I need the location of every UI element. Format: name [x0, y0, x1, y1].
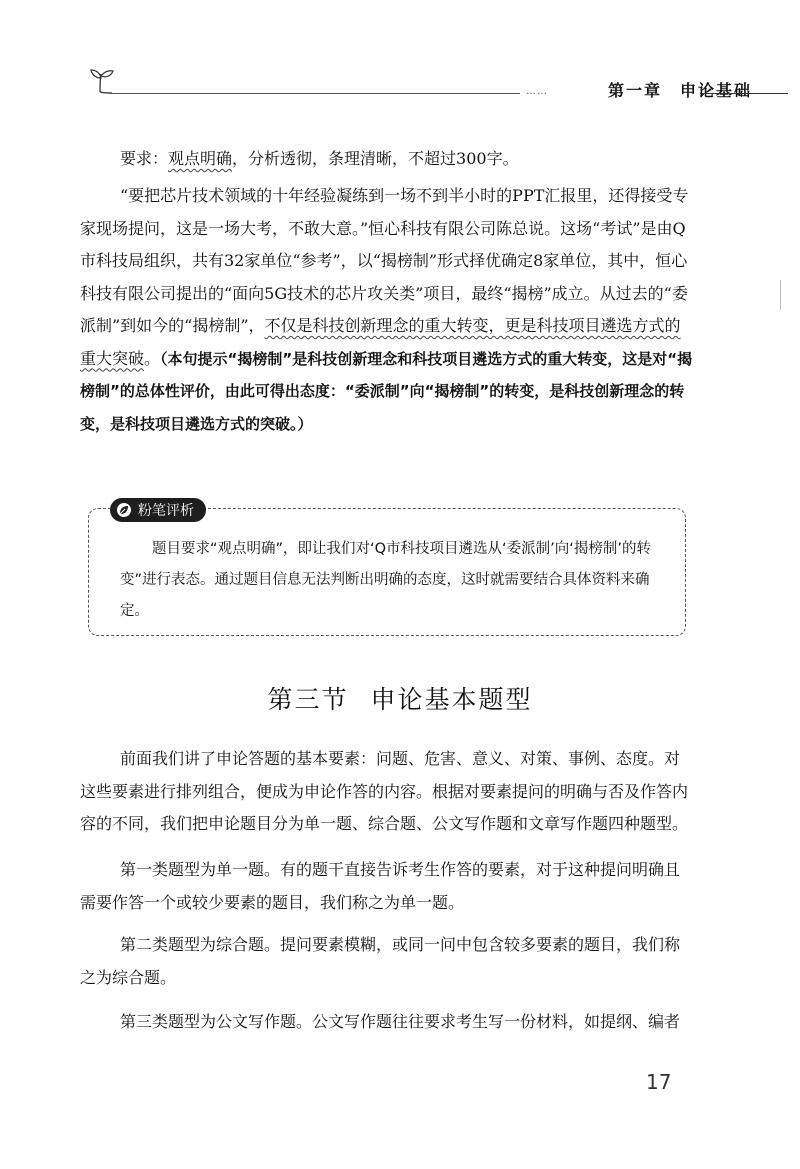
body-paragraph: 前面我们讲了申论答题的基本要素：问题、危害、意义、对策、事例、态度。对这些要素进行排列组合，便成为申论作答的内容。根据对要素提问的明确与否及作答内容的不同，我们把申论题目分为单一题、综合题、公文写作题和文章写作题四种题型。	[80, 749, 689, 833]
chapter-label	[608, 78, 752, 101]
body-paragraph: 第三类题型为公文写作题。公文写作题往往要求考生写一份材料，如提纲、编者	[120, 1012, 681, 1031]
material-paragraph	[80, 180, 694, 440]
page-number: 17	[646, 1070, 672, 1094]
commentary-body: 题目要求“观点明确”，即让我们对‘Q市科技项目遴选从‘委派制’向‘揭榜制’的转变”进行表态。通过题目信息无法判断出明确的态度，这时就需要结合具体资料来确定。	[120, 541, 651, 619]
section-name: 申论基本题型	[370, 685, 533, 714]
commentary-tag-label: 粉笔评析	[138, 503, 194, 519]
requirement-line	[80, 143, 694, 176]
material-text: “要把芯片技术领域的十年经验凝练到一场不到半小时的PPT汇报里，还得接受专家现场提问，这是一场大考，不敢大意。”恒心科技有限公司陈总说。这场“考试”是由Q市科技局组织，共有32家单位“参考”，以“揭榜制”形式择优确定8家单位，其中，恒心科技有限公司提出的“面向5G技术的芯片攻关类”项目，最终“揭榜”成立。从过去的“委派制”到如今的“揭榜制”，	[80, 186, 689, 335]
section-title	[0, 680, 800, 716]
section-number: 第三节	[267, 685, 349, 714]
commentary-text	[120, 534, 668, 627]
requirement-rest: ，分析透彻，条理清晰，不超过300字。	[232, 149, 519, 168]
material-underlined: 不仅是科技创新理念的重大转变，更是科技项目遴选方式的重大突破	[80, 316, 681, 368]
header-rule-left	[110, 93, 520, 94]
header-rule-right	[700, 93, 788, 94]
chapter-number: 第一章	[608, 81, 663, 100]
running-header	[88, 66, 788, 106]
material-end: 。	[144, 348, 161, 368]
leaf-icon	[116, 502, 132, 518]
body-paragraph: 第二类题型为综合题。提问要素模糊，或同一问中包含较多要素的题目，我们称之为综合题。	[80, 935, 681, 987]
chapter-title: 申论基础	[680, 81, 753, 100]
page-edge-mark	[780, 280, 781, 310]
requirement-prefix: 要求：	[120, 149, 169, 168]
material-hint: （本句提示“揭榜制”是科技创新理念和科技项目遴选方式的重大转变，这是对“揭榜制”的总体性评价，由此可得出态度：“委派制”向“揭榜制”的转变，是科技创新理念的转变，是科技项目遴选方式的突破。）	[80, 349, 693, 433]
sprout-icon	[88, 66, 118, 94]
header-dots: ……	[526, 86, 548, 97]
body-paragraph: 第一类题型为单一题。有的题干直接告诉考生作答的要素，对于这种提问明确且需要作答一个或较少要素的题目，我们称之为单一题。	[80, 860, 681, 912]
commentary-tag	[110, 498, 206, 522]
requirement-highlight: 观点明确	[168, 149, 233, 168]
